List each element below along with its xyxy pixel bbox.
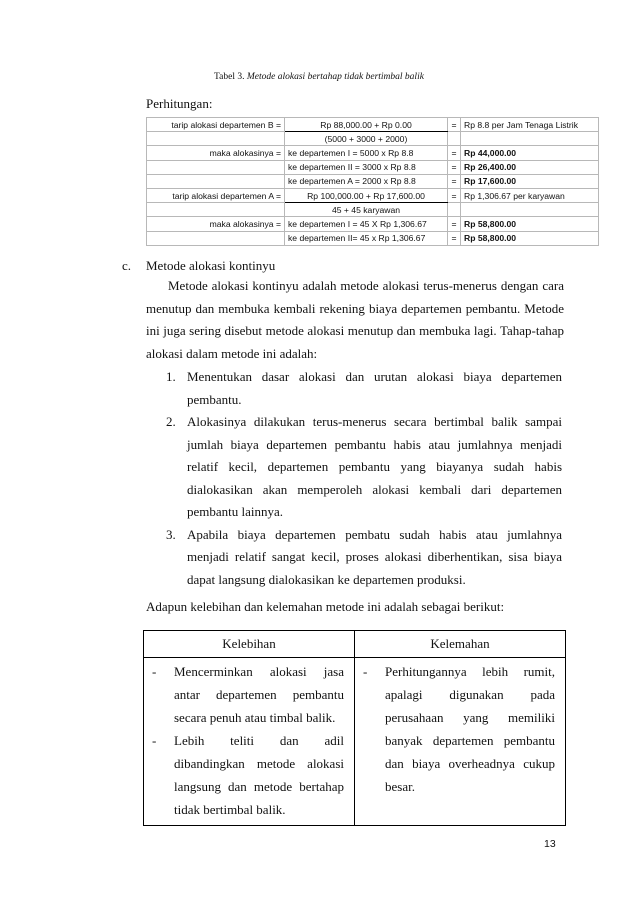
list-number: 3. <box>166 526 176 542</box>
list-item <box>150 660 344 729</box>
page-number: 13 <box>544 838 556 850</box>
calc-label: maka alokasinya = <box>147 146 285 160</box>
kelemahan-cell <box>355 658 566 826</box>
list-text: Menentukan dasar alokasi dan urutan alokasi biaya departemen pembantu. <box>187 369 562 407</box>
table-row <box>147 203 599 217</box>
section-title: Metode alokasi kontinyu <box>146 258 276 273</box>
calc-equals: = <box>448 118 461 132</box>
calc-result: Rp 17,600.00 <box>461 174 599 188</box>
calc-result: Rp 58,800.00 <box>461 217 599 231</box>
calc-label <box>147 231 285 245</box>
list-item <box>166 524 562 592</box>
section-marker: c. <box>122 258 132 273</box>
calc-expression: (5000 + 3000 + 2000) <box>285 132 448 146</box>
table-row <box>147 118 599 132</box>
calc-equals: = <box>448 146 461 160</box>
paragraph-text: Metode alokasi kontinyu adalah metode alokasi terus-menerus dengan cara menutup dan membuka kembali rekening biaya departemen pembantu. Metode ini juga sering disebut metode alokasi menutup dan membuka lagi. Tahap-tahap alokasi dalam metode ini adalah: <box>146 278 564 361</box>
calc-expression: ke departemen A = 2000 x Rp 8.8 <box>285 174 448 188</box>
table-row <box>147 217 599 231</box>
calc-result: Rp 26,400.00 <box>461 160 599 174</box>
list-text: Lebih teliti dan adil dibandingkan metode alokasi langsung dan metode bertahap tidak bertimbal balik. <box>174 733 344 817</box>
bullet-dash: - <box>363 664 368 679</box>
kelebihan-cell <box>144 658 355 826</box>
table-row <box>147 160 599 174</box>
intro-sentence: Adapun kelebihan dan kelemahan metode ini adalah sebagai berikut: <box>146 599 505 614</box>
calc-equals <box>448 132 461 146</box>
table-row <box>147 132 599 146</box>
calc-expression: ke departemen I = 45 X Rp 1,306.67 <box>285 217 448 231</box>
table-caption <box>0 72 638 82</box>
caption-label: Tabel 3. <box>214 72 245 82</box>
calc-equals: = <box>448 188 461 202</box>
calc-result <box>461 203 599 217</box>
list-item <box>150 729 344 821</box>
list-text: Perhitungannya lebih rumit, apalagi digunakan pada perusahaan yang memiliki banyak departemen pembantu dan biaya overheadnya cukup besar. <box>385 664 555 794</box>
header-kelemahan: Kelemahan <box>355 631 566 658</box>
calc-expression: ke departemen I = 5000 x Rp 8.8 <box>285 146 448 160</box>
list-item <box>166 411 562 524</box>
list-item <box>361 660 555 798</box>
calc-result: Rp 1,306.67 per karyawan <box>461 188 599 202</box>
calc-equals: = <box>448 217 461 231</box>
table-row <box>147 146 599 160</box>
calc-label <box>147 203 285 217</box>
calc-label: tarip alokasi departemen A = <box>147 188 285 202</box>
table-header-row <box>144 631 566 658</box>
list-text: Apabila biaya departemen pembatu sudah habis atau jumlahnya menjadi relatif sangat kecil, proses alokasi diberhentikan, sisa biaya dapat langsung dialokasikan ke departemen produksi. <box>187 526 562 587</box>
table-row <box>144 658 566 826</box>
table-row <box>147 231 599 245</box>
pros-cons-table <box>143 630 566 826</box>
header-kelebihan: Kelebihan <box>144 631 355 658</box>
calc-result <box>461 132 599 146</box>
list-text: Alokasinya dilakukan terus-menerus secara bertimbal balik sampai jumlah biaya departemen pembantu habis atau jumlahnya menjadi relatif kecil, departemen pembantu yang biayanya sudah habis dialokasikan akan memperoleh alokasi kembali dari departemen pembantu lainnya. <box>187 414 562 519</box>
calc-label <box>147 174 285 188</box>
calc-label: tarip alokasi departemen B = <box>147 118 285 132</box>
calc-equals: = <box>448 160 461 174</box>
calc-result: Rp 8.8 per Jam Tenaga Listrik <box>461 118 599 132</box>
calc-expression: ke departemen II= 45 x Rp 1,306.67 <box>285 231 448 245</box>
list-text: Mencerminkan alokasi jasa antar departemen pembantu secara penuh atau timbal balik. <box>174 664 344 725</box>
calc-equals <box>448 203 461 217</box>
table-row <box>147 188 599 202</box>
bullet-dash: - <box>152 664 157 679</box>
calc-equals: = <box>448 231 461 245</box>
numbered-list <box>166 366 562 591</box>
bullet-dash: - <box>152 733 157 748</box>
calc-label <box>147 132 285 146</box>
table-row <box>147 174 599 188</box>
section-heading <box>122 258 275 274</box>
list-number: 2. <box>166 414 176 429</box>
calc-expression: ke departemen II = 3000 x Rp 8.8 <box>285 160 448 174</box>
calculation-table <box>146 117 599 246</box>
list-number: 1. <box>166 369 176 384</box>
calc-label <box>147 160 285 174</box>
calc-result: Rp 58,800.00 <box>461 231 599 245</box>
calc-equals: = <box>448 174 461 188</box>
calc-label: maka alokasinya = <box>147 217 285 231</box>
calc-result: Rp 44,000.00 <box>461 146 599 160</box>
calc-expression: 45 + 45 karyawan <box>285 203 448 217</box>
perhitungan-label: Perhitungan: <box>146 96 213 111</box>
list-item <box>166 366 562 411</box>
calc-expression: Rp 88,000.00 + Rp 0.00 <box>285 118 448 132</box>
calc-expression: Rp 100,000.00 + Rp 17,600.00 <box>285 188 448 202</box>
caption-title: Metode alokasi bertahap tidak bertimbal balik <box>246 72 424 82</box>
body-paragraph <box>146 275 564 365</box>
